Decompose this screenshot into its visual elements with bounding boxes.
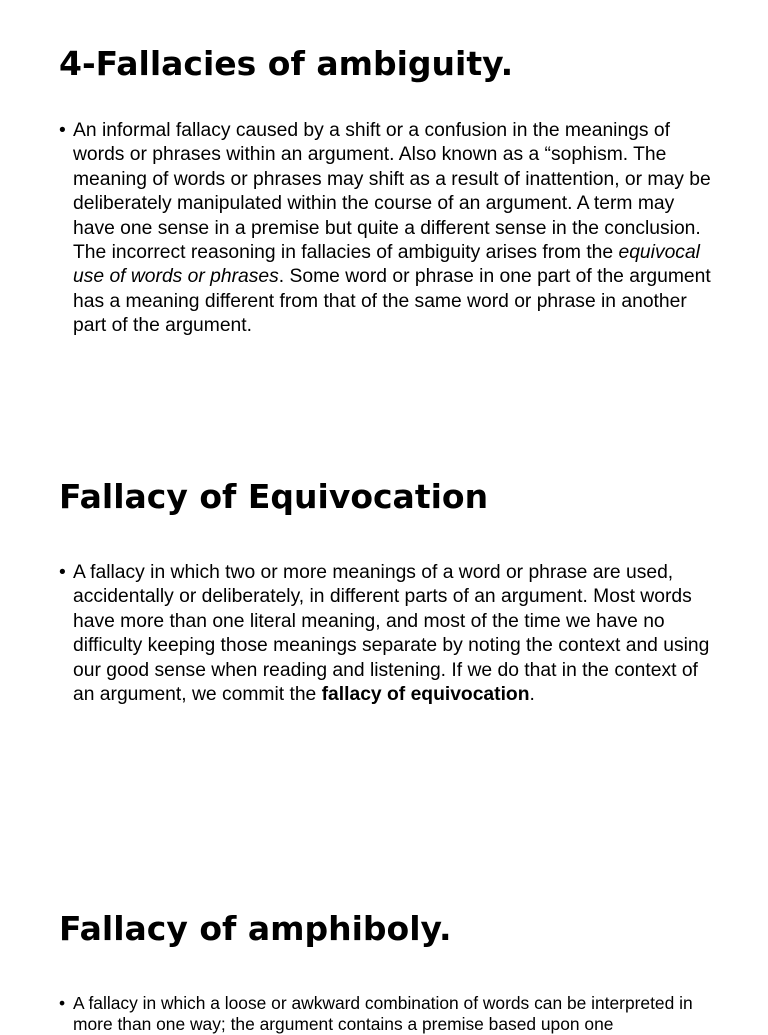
bullet-icon: • (59, 120, 66, 141)
heading-amphiboly: Fallacy of amphiboly. (59, 909, 452, 948)
bullet-item-ambiguity (59, 119, 719, 339)
text-ambiguity-after: . Some word or phrase in one part of the argument has a meaning different from that of the same word or phrase in another part of the argument. (73, 266, 711, 337)
paragraph-ambiguity (73, 119, 719, 339)
text-ambiguity-emphasis: equivocal use of words or phrases (73, 242, 700, 288)
text-equivocation-strong: fallacy of equivocation (321, 684, 530, 706)
section-amphiboly (59, 909, 719, 1035)
bullet-item-amphiboly (59, 993, 719, 1035)
bullet-icon: • (59, 993, 66, 1013)
heading-ambiguity: 4-Fallacies of ambiguity. (59, 44, 514, 83)
heading-equivocation: Fallacy of Equivocation (59, 477, 489, 516)
bullet-item-equivocation (59, 561, 719, 707)
bullet-icon: • (59, 562, 66, 583)
text-equivocation-after: . (529, 684, 535, 706)
section-ambiguity (59, 44, 719, 339)
text-ambiguity-before: An informal fallacy caused by a shift or a confusion in the meanings of words or phrases within an argument. Also known as a “sophism. The meaning of words or phrases may shift as a result of inattention, or may be deliberately manipulated within the course of an argument. A term may have one sense in a premise but quite a different sense in the conclusion. The incorrect reasoning in fallacies of ambiguity arises from the (73, 120, 711, 264)
paragraph-equivocation (73, 561, 719, 707)
section-equivocation (59, 477, 719, 707)
text-equivocation-before: A fallacy in which two or more meanings of a word or phrase are used, accidentally or deliberately, in different parts of an argument. Most words have more than one literal meaning, and most of the time we have no difficulty keeping those meanings separate by noting the context and using our good sense when reading and listening. If we do that in the context of an argument, we commit the (73, 562, 710, 706)
paragraph-amphiboly: A fallacy in which a loose or awkward combination of words can be interpreted in more than one way; the argument contains a premise based upon one (73, 993, 693, 1034)
